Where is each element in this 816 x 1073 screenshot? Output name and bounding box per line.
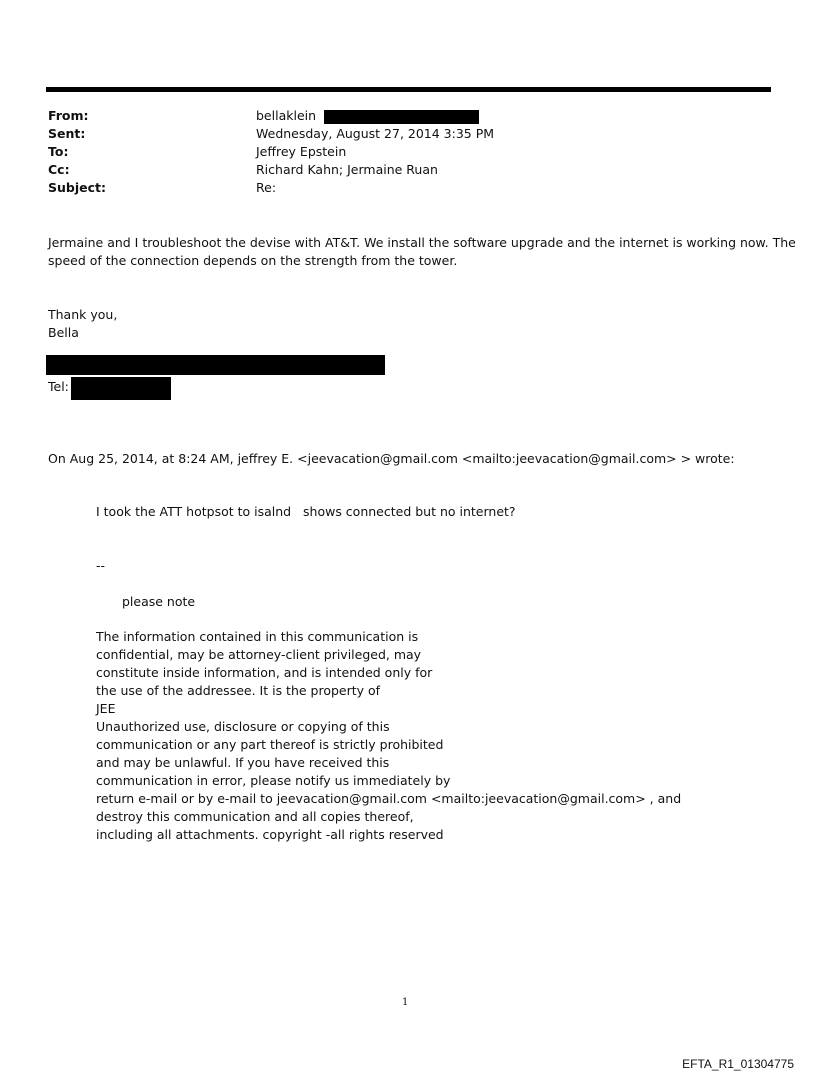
disclaimer-line: JEE <box>96 701 116 716</box>
redaction-tel <box>71 377 171 400</box>
closing: Thank you, <box>48 307 118 322</box>
message-body <box>48 234 796 270</box>
header-rule <box>46 87 771 92</box>
disclaimer-line: communication or any part thereof is strictly prohibited <box>96 737 444 752</box>
cc-value: Richard Kahn; Jermaine Ruan <box>256 162 438 177</box>
tel-line <box>48 378 69 396</box>
disclaimer-line: communication in error, please notify us immediately by <box>96 773 451 788</box>
page-number: 1 <box>402 997 409 1008</box>
to-value: Jeffrey Epstein <box>256 144 347 159</box>
quoted-attribution: On Aug 25, 2014, at 8:24 AM, jeffrey E. <jeevacation@gmail.com <mailto:jeevacation@gmail.com> > wrote: <box>48 451 735 466</box>
redaction-from-email <box>324 110 479 124</box>
disclaimer-line: constitute inside information, and is intended only for <box>96 665 433 680</box>
tel-label: Tel: <box>48 379 69 394</box>
disclaimer-line: confidential, may be attorney-client privileged, may <box>96 647 422 662</box>
disclaimer-line: and may be unlawful. If you have received this <box>96 755 390 770</box>
sent-value: Wednesday, August 27, 2014 3:35 PM <box>256 126 495 141</box>
cc-label: Cc: <box>48 162 70 177</box>
cc-row <box>48 161 494 179</box>
disclaimer-line: destroy this communication and all copies thereof, <box>96 809 414 824</box>
disclaimer-line: including all attachments. copyright -all rights reserved <box>96 827 444 842</box>
subject-row <box>48 179 494 197</box>
signature-separator: -- <box>96 558 106 573</box>
disclaimer-line: return e-mail or by e-mail to jeevacation@gmail.com <mailto:jeevacation@gmail.com> , and <box>96 791 682 806</box>
from-label: From: <box>48 108 89 123</box>
disclaimer-line: Unauthorized use, disclosure or copying of this <box>96 719 390 734</box>
redaction-signature-block <box>46 355 385 375</box>
body-line-2: speed of the connection depends on the strength from the tower. <box>48 253 458 268</box>
disclaimer-line: the use of the addressee. It is the property of <box>96 683 381 698</box>
confidentiality-disclaimer <box>96 628 681 844</box>
to-row <box>48 143 494 161</box>
disclaimer-line: The information contained in this communication is <box>96 629 419 644</box>
sent-row <box>48 125 494 143</box>
subject-label: Subject: <box>48 180 106 195</box>
quoted-message: I took the ATT hotpsot to isalnd shows connected but no internet? <box>96 504 516 519</box>
from-name: bellaklein <box>256 108 317 123</box>
signature-name: Bella <box>48 325 79 340</box>
to-label: To: <box>48 144 69 159</box>
sent-label: Sent: <box>48 126 86 141</box>
subject-value: Re: <box>256 180 277 195</box>
please-note: please note <box>122 594 196 609</box>
email-header <box>48 107 494 197</box>
from-value <box>256 107 479 125</box>
document-id: EFTA_R1_01304775 <box>682 1057 794 1071</box>
from-row <box>48 107 494 125</box>
body-line-1: Jermaine and I troubleshoot the devise with AT&T. We install the software upgrade and the internet is working now. The <box>48 235 796 250</box>
